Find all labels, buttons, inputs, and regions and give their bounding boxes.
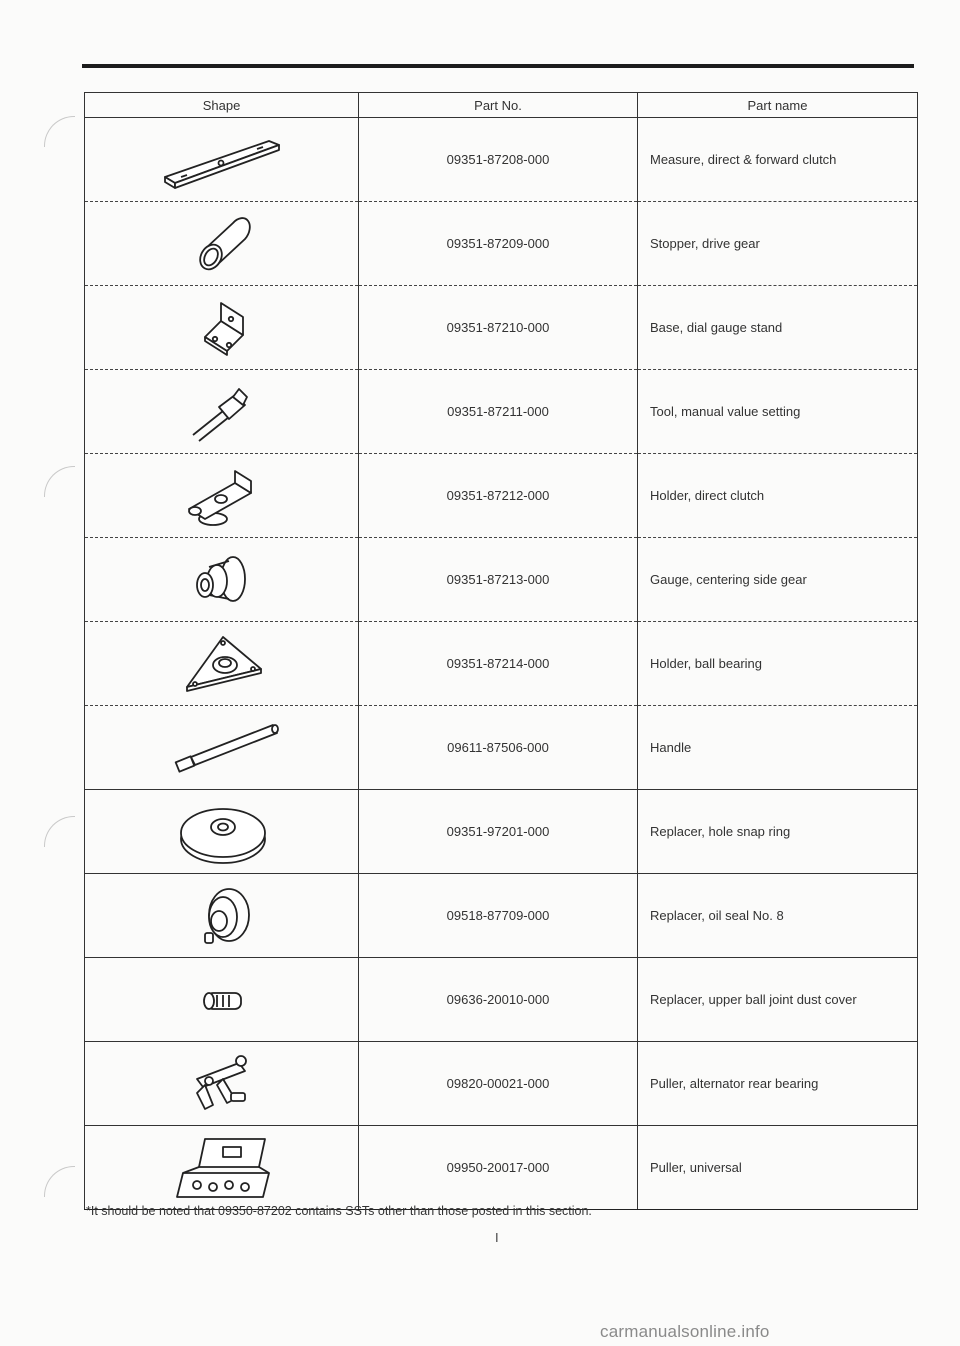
centering-gauge-icon xyxy=(147,545,297,615)
table-row xyxy=(85,370,918,454)
table-row xyxy=(85,286,918,370)
part-number: 09351-87213-000 xyxy=(359,538,638,622)
part-number: 09518-87709-000 xyxy=(359,874,638,958)
measure-bar-icon xyxy=(147,125,297,195)
angle-bracket-icon xyxy=(147,293,297,363)
punch-hole-mark xyxy=(44,466,75,497)
shape-cell xyxy=(85,874,359,958)
page-number-mark: I xyxy=(495,1230,499,1245)
seal-replacer-icon xyxy=(147,881,297,951)
table-row xyxy=(85,118,918,202)
shape-cell xyxy=(85,958,359,1042)
part-number: 09636-20010-000 xyxy=(359,958,638,1042)
clutch-holder-icon xyxy=(147,461,297,531)
table-row xyxy=(85,706,918,790)
header-part-no: Part No. xyxy=(359,93,638,118)
shape-cell xyxy=(85,286,359,370)
shape-cell xyxy=(85,706,359,790)
shape-cell xyxy=(85,622,359,706)
sst-table xyxy=(84,92,918,1210)
disc-replacer-icon xyxy=(147,797,297,867)
bearing-puller-icon xyxy=(147,1049,297,1119)
table-row xyxy=(85,622,918,706)
shape-cell xyxy=(85,1126,359,1210)
table-row xyxy=(85,874,918,958)
dust-cover-replacer-icon xyxy=(147,965,297,1035)
puller-case-icon xyxy=(147,1133,297,1203)
part-name: Replacer, upper ball joint dust cover xyxy=(638,958,918,1042)
top-rule xyxy=(82,64,914,68)
two-pin-tool-icon xyxy=(147,377,297,447)
part-name: Measure, direct & forward clutch xyxy=(638,118,918,202)
part-name: Gauge, centering side gear xyxy=(638,538,918,622)
part-number: 09950-20017-000 xyxy=(359,1126,638,1210)
table-row xyxy=(85,1126,918,1210)
table-header-row xyxy=(85,93,918,118)
part-name: Stopper, drive gear xyxy=(638,202,918,286)
handle-bar-icon xyxy=(147,713,297,783)
part-name: Tool, manual value setting xyxy=(638,370,918,454)
table-row xyxy=(85,202,918,286)
shape-cell xyxy=(85,202,359,286)
part-number: 09351-87214-000 xyxy=(359,622,638,706)
table-row xyxy=(85,958,918,1042)
part-number: 09351-97201-000 xyxy=(359,790,638,874)
part-name: Replacer, oil seal No. 8 xyxy=(638,874,918,958)
part-name: Holder, direct clutch xyxy=(638,454,918,538)
shape-cell xyxy=(85,1042,359,1126)
table-row xyxy=(85,454,918,538)
part-number: 09351-87212-000 xyxy=(359,454,638,538)
part-name: Holder, ball bearing xyxy=(638,622,918,706)
header-part-name: Part name xyxy=(638,93,918,118)
table-row xyxy=(85,538,918,622)
punch-hole-mark xyxy=(44,816,75,847)
punch-hole-mark xyxy=(44,116,75,147)
part-number: 09611-87506-000 xyxy=(359,706,638,790)
shape-cell xyxy=(85,538,359,622)
part-name: Replacer, hole snap ring xyxy=(638,790,918,874)
stopper-cylinder-icon xyxy=(147,209,297,279)
part-number: 09351-87211-000 xyxy=(359,370,638,454)
table-row xyxy=(85,790,918,874)
part-number: 09351-87208-000 xyxy=(359,118,638,202)
part-name: Puller, universal xyxy=(638,1126,918,1210)
table-row xyxy=(85,1042,918,1126)
part-name: Base, dial gauge stand xyxy=(638,286,918,370)
part-name: Puller, alternator rear bearing xyxy=(638,1042,918,1126)
shape-cell xyxy=(85,370,359,454)
part-number: 09351-87210-000 xyxy=(359,286,638,370)
header-shape: Shape xyxy=(85,93,359,118)
footnote: *It should be noted that 09350-87202 contains SSTs other than those posted in this section. xyxy=(86,1204,592,1218)
triangle-holder-icon xyxy=(147,629,297,699)
watermark: carmanualsonline.info xyxy=(600,1322,770,1341)
shape-cell xyxy=(85,790,359,874)
shape-cell xyxy=(85,118,359,202)
part-number: 09820-00021-000 xyxy=(359,1042,638,1126)
part-number: 09351-87209-000 xyxy=(359,202,638,286)
part-name: Handle xyxy=(638,706,918,790)
shape-cell xyxy=(85,454,359,538)
punch-hole-mark xyxy=(44,1166,75,1197)
